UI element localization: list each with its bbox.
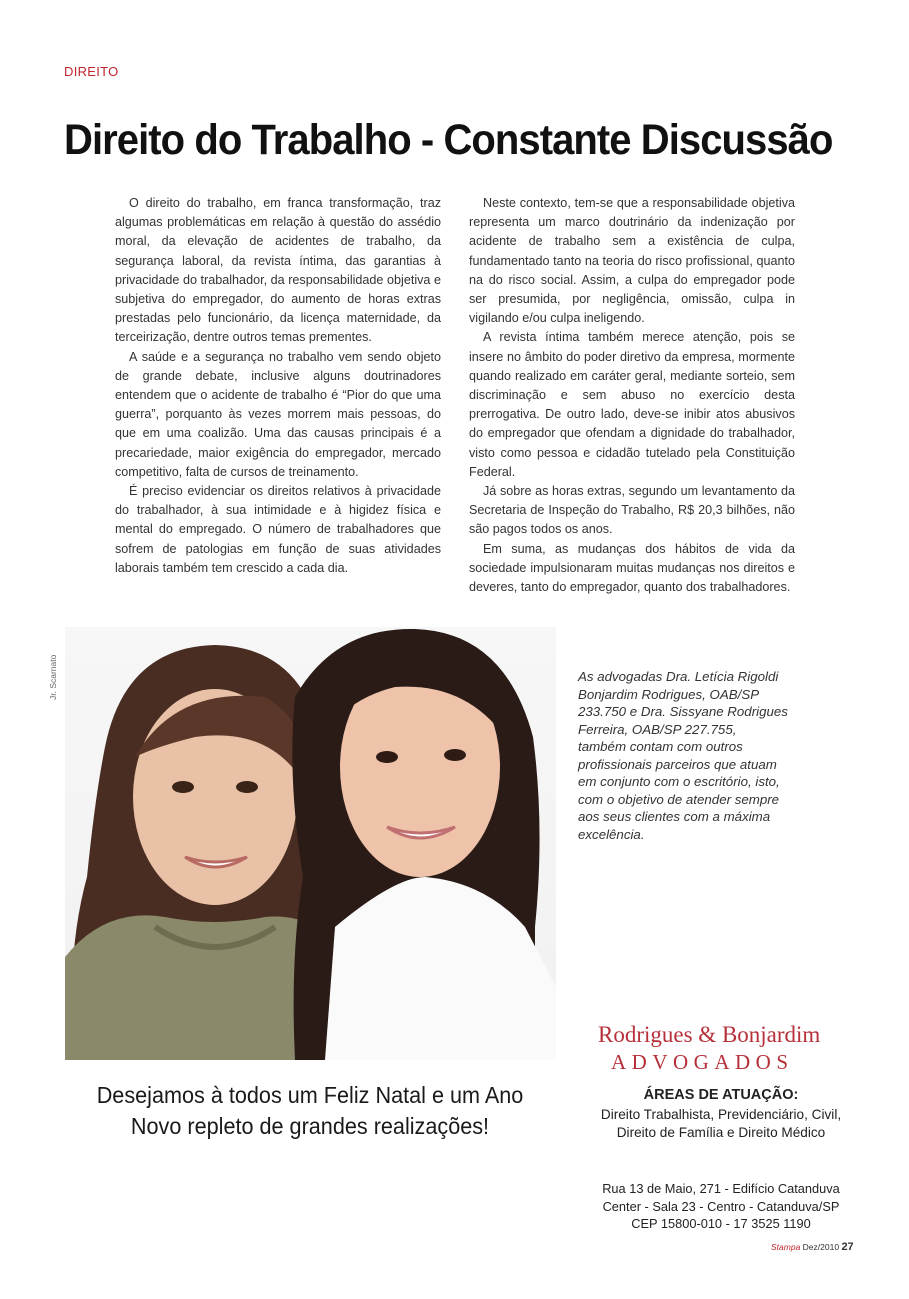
magazine-name: Stampa: [771, 1242, 801, 1252]
page-footer: [771, 1241, 854, 1253]
issue-date: Dez/2010: [802, 1242, 840, 1252]
page-number: 27: [841, 1241, 854, 1253]
practice-areas-list: Direito Trabalhista, Previdenciário, Civil, Direito de Família e Direito Médico: [600, 1107, 842, 1140]
portrait-illustration: [65, 627, 556, 1060]
lawyers-photo: [65, 627, 556, 1060]
paragraph: O direito do trabalho, em franca transformação, traz algumas problemáticas em relação à questão do assédio moral, da elevação de acidentes de trabalho, da segurança laboral, da revista íntima, das garantias à privacidade do trabalhador, da responsabilidade objetiva e subjetiva do empregador, do aumento de horas extras prestadas pelo funcionário, da licença maternidade, da terceirização, dentre outros temas prementes.: [115, 196, 441, 345]
article-title: Direito do Trabalho - Constante Discussão: [64, 116, 833, 164]
article-column-left: [115, 194, 441, 578]
practice-areas-title: ÁREAS DE ATUAÇÃO:: [643, 1087, 799, 1103]
firm-subtitle: ADVOGADOS: [611, 1050, 794, 1074]
photo-caption: As advogadas Dra. Letícia Rigoldi Bonjardim Rodrigues, OAB/SP 233.750 e Dra. Sissyane Rodrigues Ferreira, OAB/SP 227.755, também contam com outros profissionais parceiros que atuam em conjunto com o escritório, isto, com o objetivo de atender sempre aos seus clientes com a máxima excelência.: [578, 669, 788, 842]
paragraph: A revista íntima também merece atenção, pois se insere no âmbito do poder diretivo da empresa, mormente quando realizado em caráter geral, mediante sorteio, sem discriminação e sem abuso no exercício desta prerrogativa. De outro lado, deve-se inibir atos abusivos do empregador que ofendam a dignidade do trabalhador, visto como pessoa e cidadão tutelado pela Constituição Federal.: [469, 330, 795, 479]
article-column-right: [469, 194, 795, 597]
paragraph: É preciso evidenciar os direitos relativos à privacidade do trabalhador, à sua intimidade e à higidez física e mental do empregado. O número de trabalhadores que sofrem de patologias em função de suas atividades laborais também tem crescido a cada dia.: [115, 484, 441, 575]
section-label: DIREITO: [64, 64, 119, 79]
photo-credit: Jr. Scarnato: [48, 654, 58, 700]
paragraph: A saúde e a segurança no trabalho vem sendo objeto de grande debate, inclusive alguns doutrinadores entendem que o acidente de trabalho é “Pior do que uma guerra”, porquanto às vezes morrem mais pessoas, do que em uma coalizão. Uma das causas principais é a precariedade, maior exigência do empregador, mercado competitivo, falta de cursos de treinamento.: [115, 349, 441, 479]
holiday-greeting: Desejamos à todos um Feliz Natal e um Ano Novo repleto de grandes realizações!: [96, 1082, 524, 1139]
paragraph: Em suma, as mudanças dos hábitos de vida da sociedade impulsionaram muitas mudanças nos direitos e deveres, tanto do empregador, quanto dos trabalhadores.: [469, 541, 795, 595]
paragraph: Já sobre as horas extras, segundo um levantamento da Secretaria de Inspeção do Trabalho, R$ 20,3 bilhões, não são pagos todos os anos.: [469, 484, 795, 537]
firm-address: Rua 13 de Maio, 271 - Edifício Catanduva Center - Sala 23 - Centro - Catanduva/SP CEP 15800-010 - 17 3525 1190: [602, 1181, 840, 1231]
firm-name: Rodrigues & Bonjardim: [598, 1022, 821, 1047]
paragraph: Neste contexto, tem-se que a responsabilidade objetiva representa um marco doutrinário da indenização por acidente de trabalho sem a existência de culpa, fundamentado tanto na teoria do risco profissional, quanto na do risco social. Assim, a culpa do empregador pode ser presumida, por negligência, omissão, culpa in vigilando e/ou culpa ineligendo.: [469, 196, 795, 326]
